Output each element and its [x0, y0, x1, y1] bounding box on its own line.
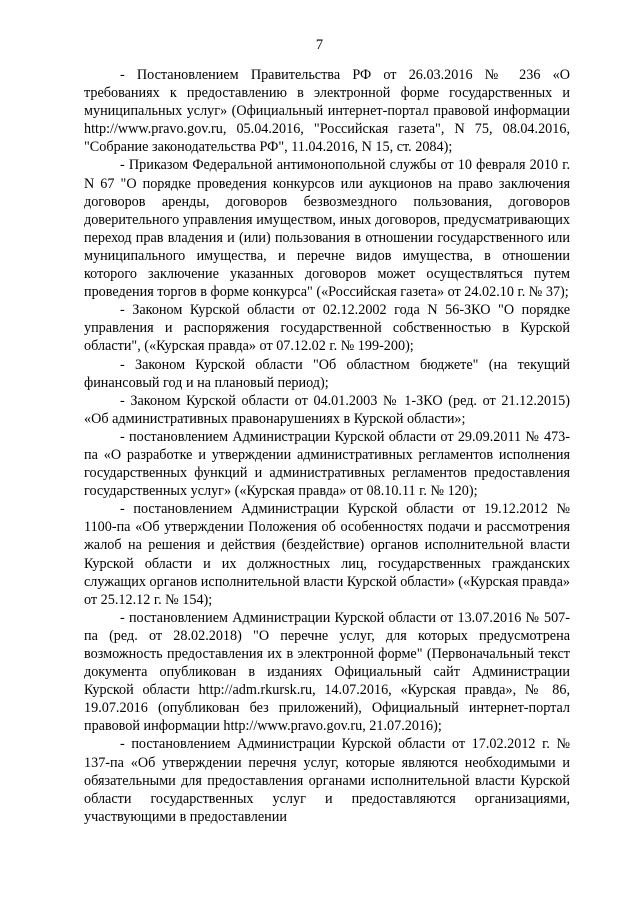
paragraph-kursk-law-1-zko: - Законом Курской области от 04.01.2003 № 1-ЗКО (ред. от 21.12.2015) «Об административных правонарушениях в Курской области»; — [84, 392, 570, 427]
paragraph-kursk-law-56-zko: - Законом Курской области от 02.12.2002 года N 56-ЗКО "О порядке управления и распоряжения государственной собственностью в Курской области", («Курская правда» от 07.12.02 г. № 199-200); — [84, 302, 570, 355]
paragraph-resolution-473-pa: - постановлением Администрации Курской области от 29.09.2011 № 473-па «О разработке и утверждении административных регламентов исполнения государственных функций и административных регламентов предоставления государственных услуг» («Курская правда» от 08.10.11 г. № 120); — [84, 428, 570, 500]
page-number: 7 — [315, 37, 324, 53]
paragraph-resolution-507-pa: - постановлением Администрации Курской области от 13.07.2016 № 507-па (ред. от 28.02.2018) "О перечне услуг, для которых предусмотрена возможность предоставления их в электронной форме" (Первоначальный текст документа опубликован в изданиях Официальный сайт Администрации Курской области http://adm.rkursk.ru, 14.07.2016, «Курская правда», № 86, 19.07.2016 (опубликован без приложений), Официальный интернет-портал правовой информации http://www.pravo.gov.ru, 21.07.2016); — [84, 609, 570, 735]
paragraph-kursk-budget-law: - Законом Курской области "Об областном бюджете" (на текущий финансовый год и на плановый период); — [84, 356, 570, 391]
document-body — [84, 66, 570, 826]
paragraph-resolution-137-pa: - постановлением Администрации Курской области от 17.02.2012 г. № 137-па «Об утверждении перечня услуг, которые являются необходимыми и обязательными для предоставления органами исполнительной власти Курской области государственных услуг и предоставляются организациями, участвующими в предоставлении — [84, 736, 570, 825]
paragraph-fas-order-67: - Приказом Федеральной антимонопольной службы от 10 февраля 2010 г. N 67 "О порядке проведения конкурсов или аукционов на право заключения договоров аренды, договоров безвозмездного пользования, договоров доверительного управления имуществом, иных договоров, предусматривающих переход прав владения и (или) пользования в отношении государственного или муниципального имущества, и перечне видов имущества, в отношении которого заключение указанных договоров может осуществляться путем проведения торгов в форме конкурса" («Российская газета» от 24.02.10 г. № 37); — [84, 157, 570, 301]
paragraph-government-decree-236: - Постановлением Правительства РФ от 26.03.2016 № 236 «О требованиях к предоставлению в электронной форме государственных и муниципальных услуг» (Официальный интернет-портал правовой информации http://www.pravo.gov.ru, 05.04.2016, "Российская газета", N 75, 08.04.2016, "Собрание законодательства РФ", 11.04.2016, N 15, ст. 2084); — [84, 67, 570, 156]
paragraph-resolution-1100-pa: - постановлением Администрации Курской области от 19.12.2012 № 1100-па «Об утверждении Положения об особенностях подачи и рассмотрения жалоб на решения и действия (бездействие) органов исполнительной власти Курской области и их должностных лиц, государственных гражданских служащих органов исполнительной власти Курской области» («Курская правда» от 25.12.12 г. № 154); — [84, 501, 570, 608]
